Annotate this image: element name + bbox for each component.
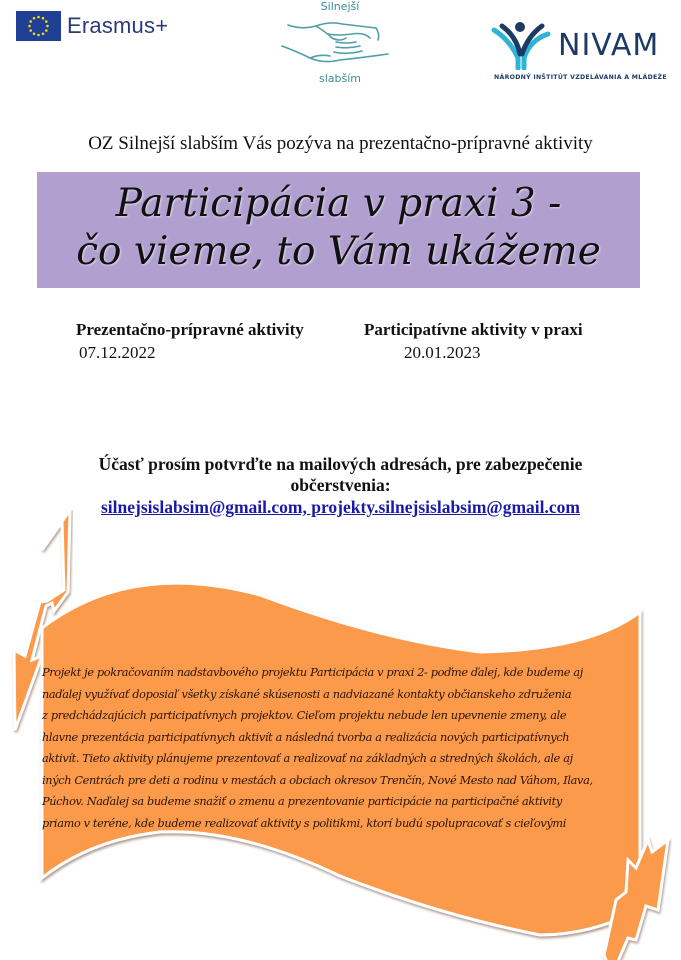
title-line-1: Participácia v praxi 3 - (115, 181, 562, 226)
rsvp-section (0, 454, 681, 518)
activity-label: Prezentačno-prípravné aktivity (76, 320, 304, 339)
erasmus-logo-text: Erasmus+ (67, 13, 169, 38)
activity-date: 20.01.2023 (404, 343, 481, 362)
description-line: iných Centrách pre deti a rodinu v mestách a obciach okresov Trenčín, Nové Mesto nad Váhom, Ilava, (42, 773, 593, 787)
nivam-logo-subtitle: NÁRODNÝ INŠTITÚT VZDELÁVANIA A MLÁDEŽE (494, 74, 667, 81)
description-line: aktivít. Tieto aktivity plánujeme prezentovať a realizovať na základných a stredných školách, ale aj (42, 752, 573, 765)
activity-participativne (364, 320, 583, 363)
description-line: naďalej využívať doposiaľ všetky získané skúsenosti a nadviazané kontakty občianskeho združenia (42, 687, 572, 701)
email-links[interactable]: silnejsislabsim@gmail.com, projekty.silnejsislabsim@gmail.com (101, 497, 580, 517)
eu-flag-icon (16, 11, 61, 41)
description-line: hlavne prezentácia participatívnych aktivít a následná tvorba a realizácia nových participatívnych (42, 730, 570, 744)
rsvp-line-2: občerstvenia: (290, 475, 391, 495)
erasmus-logo (16, 11, 168, 41)
partner-logo-top-word: Silnejší (320, 0, 360, 13)
description-line: priamo v teréne, kde budeme realizovať aktivity s politikmi, ktorí budú spolupracovať s cieľovými (42, 816, 567, 830)
nivam-figure-icon (490, 20, 554, 70)
activity-date: 07.12.2022 (79, 343, 156, 362)
partner-logo-bottom-word: slabším (318, 72, 361, 85)
nivam-logo (488, 14, 668, 84)
rsvp-line-1: Účasť prosím potvrďte na mailových adresách, pre zabezpečenie (98, 454, 583, 474)
description-line: z predchádzajúcich participatívnych projektov. Cieľom projektu nebude len upevnenie zmeny, ale (42, 709, 567, 722)
title-line-2: čo vieme, to Vám ukážeme (76, 229, 601, 274)
partner-logo (280, 0, 400, 88)
handshake-icon (280, 16, 400, 70)
title-banner (37, 172, 640, 288)
project-description (42, 662, 642, 834)
activity-label: Participatívne aktivity v praxi (364, 320, 583, 339)
description-line: Púchov. Naďalej sa budeme snažiť o zmenu a prezentovanie participácie na participačné aktivity (42, 795, 562, 808)
invitation-line: OZ Silnejší slabším Vás pozýva na prezentačno-prípravné aktivity (88, 133, 593, 154)
activity-prezentacno (76, 320, 304, 363)
nivam-logo-name: NIVAM (558, 28, 660, 63)
description-line: Projekt je pokračovaním nadstavbového projektu Participácia v praxi 2- poďme ďalej, kde budeme aj (42, 666, 583, 679)
